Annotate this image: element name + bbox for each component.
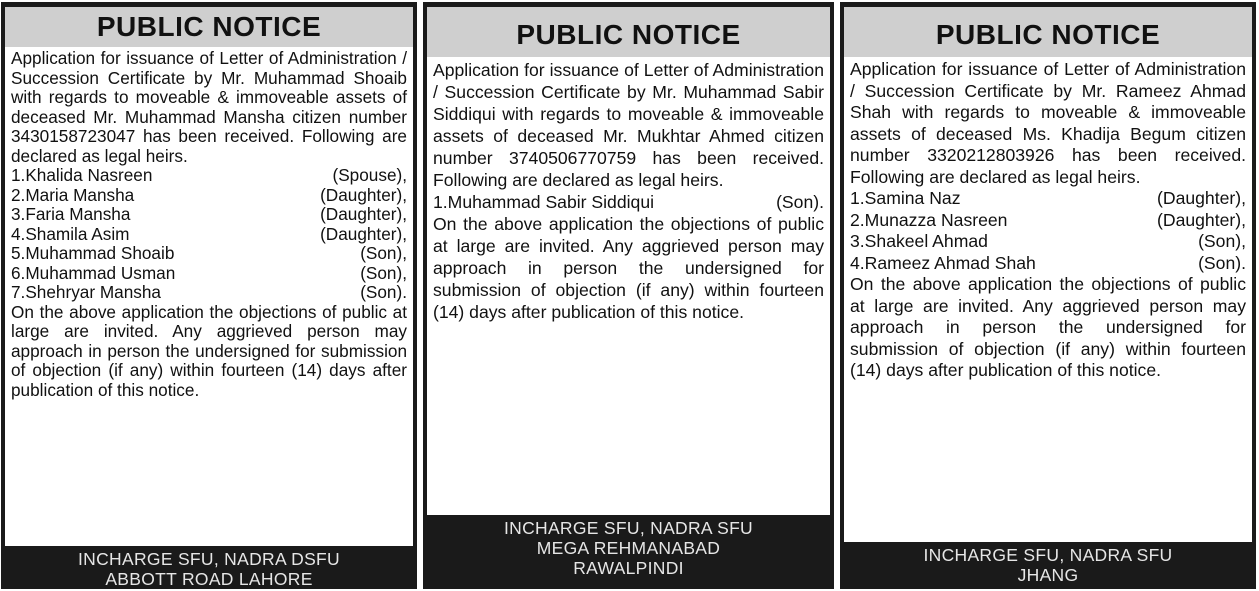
heir-item bbox=[850, 253, 1246, 275]
footer-line: ABBOTT ROAD LAHORE bbox=[105, 569, 313, 589]
heir-relation: (Son). bbox=[360, 282, 407, 302]
heir-name: 4.Shamila Asim bbox=[11, 223, 130, 244]
heir-name: 4.Rameez Ahmad Shah bbox=[850, 252, 1036, 273]
notice-intro: Application for issuance of Letter of Administration / Succession Certificate by Mr. Muhammad Shoaib with regards to moveable & immoveable assets of deceased Mr. Muhammad Mansha citizen number 3430158723047 has been received. Following are declared as legal heirs. bbox=[11, 48, 407, 166]
heir-name: 2.Munazza Nasreen bbox=[850, 209, 1008, 230]
notice-footer bbox=[427, 515, 830, 578]
heir-item bbox=[11, 166, 407, 186]
heir-relation: (Spouse), bbox=[332, 165, 407, 185]
heir-item bbox=[850, 188, 1246, 210]
heir-item bbox=[11, 283, 407, 303]
footer-line: INCHARGE SFU, NADRA DSFU bbox=[78, 549, 340, 569]
heir-item bbox=[11, 264, 407, 284]
heir-name: 6.Muhammad Usman bbox=[11, 262, 176, 283]
heirs-list bbox=[433, 191, 824, 213]
public-notice-3 bbox=[840, 2, 1256, 589]
notice-body bbox=[5, 47, 413, 546]
footer-line: MEGA REHMANABAD bbox=[536, 538, 721, 558]
heir-relation: (Daughter), bbox=[320, 204, 407, 224]
notice-closing: On the above application the objections of public at large are invited. Any aggrieved person may approach in person the undersigned for submission of objection (if any) within fourteen (14) days after publication of this notice. bbox=[433, 214, 824, 322]
heir-name: 1.Khalida Nasreen bbox=[11, 165, 153, 185]
heir-relation: (Son), bbox=[360, 243, 407, 263]
public-notice-2 bbox=[423, 2, 834, 589]
heir-relation: (Son), bbox=[1198, 231, 1246, 251]
heir-item bbox=[433, 191, 824, 213]
heir-name: 5.Muhammad Shoaib bbox=[11, 243, 175, 263]
notice-intro: Application for issuance of Letter of Administration / Succession Certificate by Mr. Rameez Ahmad Shah with regards to moveable & immoveable assets of deceased Ms. Khadija Begum citizen number 3320212803926 has been received. Following are declared as legal heirs. bbox=[850, 59, 1246, 187]
heirs-list bbox=[11, 166, 407, 303]
notice-intro: Application for issuance of Letter of Administration / Succession Certificate by Mr. Muhammad Sabir Siddiqui with regards to moveable & immoveable assets of deceased Mr. Mukhtar Ahmed citizen number 3740506770759 has been received. Following are declared as legal heirs. bbox=[433, 60, 824, 190]
heir-item bbox=[11, 205, 407, 225]
notice-closing: On the above application the objections of public at large are invited. Any aggrieved person may approach in person the undersigned for submission of objection (if any) within fourteen (14) days after publication of this notice. bbox=[850, 274, 1246, 380]
heir-item bbox=[850, 210, 1246, 232]
footer-line: INCHARGE SFU, NADRA SFU bbox=[503, 518, 753, 538]
heir-relation: (Daughter), bbox=[1157, 209, 1246, 230]
notice-body bbox=[844, 57, 1252, 542]
heirs-list bbox=[850, 188, 1246, 274]
heir-name: 1.Samina Naz bbox=[850, 188, 961, 208]
heir-relation: (Son). bbox=[1198, 252, 1246, 273]
footer-line: INCHARGE SFU, NADRA SFU bbox=[923, 545, 1173, 565]
footer-line: JHANG bbox=[1017, 565, 1079, 585]
notice-body bbox=[427, 57, 830, 515]
notice-footer bbox=[844, 542, 1252, 585]
heir-item bbox=[11, 244, 407, 264]
heir-relation: (Son). bbox=[776, 192, 824, 212]
footer-line: RAWALPINDI bbox=[573, 558, 684, 578]
notice-closing: On the above application the objections of public at large are invited. Any aggrieved person may approach in person the undersigned for submission of objection (if any) within fourteen (14) days after publication of this notice. bbox=[11, 301, 407, 400]
heir-relation: (Daughter), bbox=[320, 223, 407, 244]
heir-relation: (Daughter), bbox=[320, 184, 407, 205]
heir-name: 7.Shehryar Mansha bbox=[11, 282, 161, 302]
heir-name: 2.Maria Mansha bbox=[11, 184, 135, 205]
notice-title: PUBLIC NOTICE bbox=[427, 7, 830, 57]
notice-title: PUBLIC NOTICE bbox=[844, 7, 1252, 57]
heir-item bbox=[11, 186, 407, 206]
notice-footer bbox=[5, 546, 413, 589]
heir-name: 3.Shakeel Ahmad bbox=[850, 231, 988, 251]
heir-name: 1.Muhammad Sabir Siddiqui bbox=[433, 192, 655, 212]
heir-item bbox=[850, 231, 1246, 253]
public-notice-1 bbox=[1, 2, 417, 589]
heir-relation: (Son), bbox=[360, 262, 407, 283]
notice-title: PUBLIC NOTICE bbox=[5, 7, 413, 47]
heir-relation: (Daughter), bbox=[1157, 188, 1246, 208]
heir-item bbox=[11, 225, 407, 245]
heir-name: 3.Faria Mansha bbox=[11, 204, 131, 224]
